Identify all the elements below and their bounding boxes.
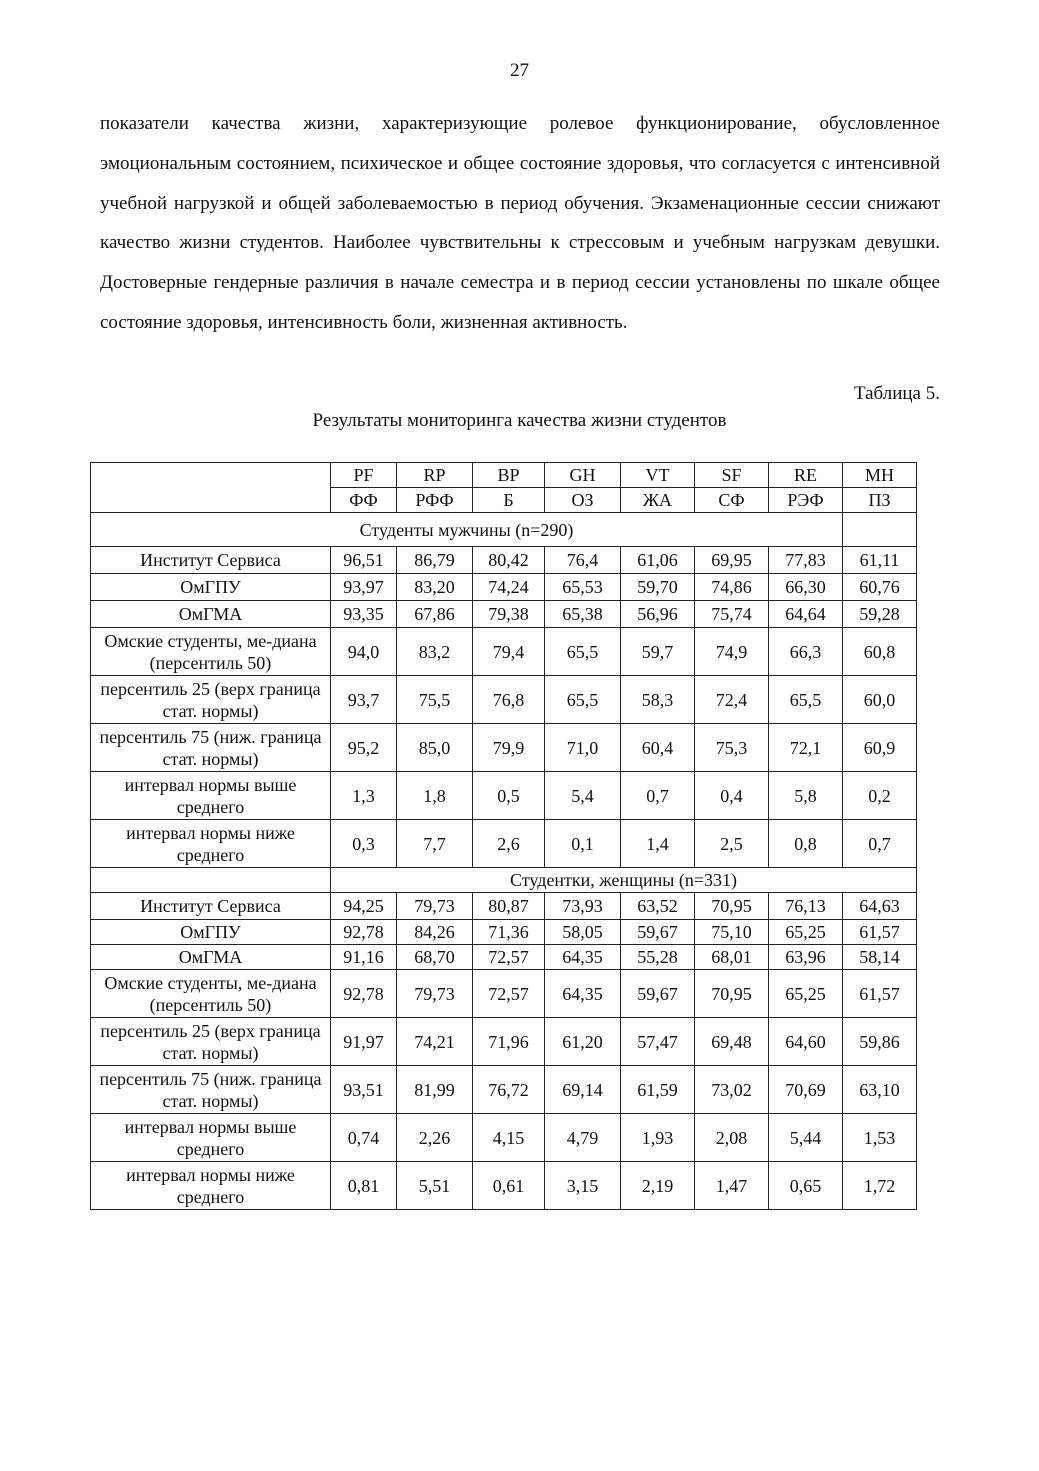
header-cell: GH xyxy=(545,463,621,488)
value-cell: 55,28 xyxy=(621,945,695,970)
value-cell: 0,5 xyxy=(473,772,545,820)
table-row xyxy=(91,970,917,1018)
table-row xyxy=(91,893,917,920)
value-cell: 92,78 xyxy=(331,970,397,1018)
header-cell: MH xyxy=(843,463,917,488)
header-cell: RE xyxy=(769,463,843,488)
value-cell: 65,38 xyxy=(545,601,621,628)
table-row xyxy=(91,601,917,628)
value-cell: 0,4 xyxy=(695,772,769,820)
value-cell: 1,93 xyxy=(621,1114,695,1162)
value-cell: 64,60 xyxy=(769,1018,843,1066)
value-cell: 64,35 xyxy=(545,945,621,970)
value-cell: 59,67 xyxy=(621,970,695,1018)
value-cell: 1,3 xyxy=(331,772,397,820)
value-cell: 72,1 xyxy=(769,724,843,772)
value-cell: 65,25 xyxy=(769,920,843,945)
header-cell: РЭФ xyxy=(769,488,843,513)
value-cell: 61,59 xyxy=(621,1066,695,1114)
male-rows xyxy=(91,547,917,868)
value-cell: 93,97 xyxy=(331,574,397,601)
header-cell: SF xyxy=(695,463,769,488)
value-cell: 1,4 xyxy=(621,820,695,868)
table-row xyxy=(91,1018,917,1066)
value-cell: 4,15 xyxy=(473,1114,545,1162)
value-cell: 2,5 xyxy=(695,820,769,868)
section-title-female: Студентки, женщины (n=331) xyxy=(331,868,917,893)
header-cell: RP xyxy=(397,463,473,488)
value-cell: 66,30 xyxy=(769,574,843,601)
value-cell: 92,78 xyxy=(331,920,397,945)
value-cell: 0,1 xyxy=(545,820,621,868)
value-cell: 0,7 xyxy=(621,772,695,820)
results-table xyxy=(90,462,917,1210)
row-label: Омские студенты, ме-диана (персентиль 50) xyxy=(91,970,331,1018)
value-cell: 69,48 xyxy=(695,1018,769,1066)
value-cell: 2,08 xyxy=(695,1114,769,1162)
value-cell: 95,2 xyxy=(331,724,397,772)
value-cell: 60,76 xyxy=(843,574,917,601)
value-cell: 71,96 xyxy=(473,1018,545,1066)
value-cell: 91,16 xyxy=(331,945,397,970)
row-label: персентиль 25 (верх граница стат. нормы) xyxy=(91,676,331,724)
section-empty-cell xyxy=(843,513,917,547)
value-cell: 58,05 xyxy=(545,920,621,945)
row-label: интервал нормы ниже среднего xyxy=(91,1162,331,1210)
value-cell: 72,57 xyxy=(473,945,545,970)
value-cell: 65,25 xyxy=(769,970,843,1018)
table-row xyxy=(91,676,917,724)
value-cell: 76,72 xyxy=(473,1066,545,1114)
value-cell: 74,21 xyxy=(397,1018,473,1066)
value-cell: 1,8 xyxy=(397,772,473,820)
value-cell: 72,57 xyxy=(473,970,545,1018)
value-cell: 94,0 xyxy=(331,628,397,676)
value-cell: 59,86 xyxy=(843,1018,917,1066)
female-rows xyxy=(91,893,917,1210)
value-cell: 61,57 xyxy=(843,970,917,1018)
header-cell: СФ xyxy=(695,488,769,513)
value-cell: 58,14 xyxy=(843,945,917,970)
value-cell: 1,53 xyxy=(843,1114,917,1162)
value-cell: 70,95 xyxy=(695,893,769,920)
header-cell: Б xyxy=(473,488,545,513)
value-cell: 70,95 xyxy=(695,970,769,1018)
value-cell: 73,02 xyxy=(695,1066,769,1114)
row-label: Институт Сервиса xyxy=(91,547,331,574)
value-cell: 5,44 xyxy=(769,1114,843,1162)
row-label: интервал нормы выше среднего xyxy=(91,1114,331,1162)
value-cell: 0,2 xyxy=(843,772,917,820)
value-cell: 7,7 xyxy=(397,820,473,868)
value-cell: 59,7 xyxy=(621,628,695,676)
value-cell: 72,4 xyxy=(695,676,769,724)
header-cell: PF xyxy=(331,463,397,488)
row-label: персентиль 25 (верх граница стат. нормы) xyxy=(91,1018,331,1066)
value-cell: 63,96 xyxy=(769,945,843,970)
value-cell: 60,4 xyxy=(621,724,695,772)
value-cell: 5,8 xyxy=(769,772,843,820)
value-cell: 5,51 xyxy=(397,1162,473,1210)
value-cell: 64,64 xyxy=(769,601,843,628)
value-cell: 86,79 xyxy=(397,547,473,574)
header-cell: BP xyxy=(473,463,545,488)
table-row xyxy=(91,628,917,676)
value-cell: 2,19 xyxy=(621,1162,695,1210)
row-label: ОмГПУ xyxy=(91,574,331,601)
value-cell: 59,28 xyxy=(843,601,917,628)
value-cell: 71,36 xyxy=(473,920,545,945)
value-cell: 79,73 xyxy=(397,970,473,1018)
value-cell: 60,9 xyxy=(843,724,917,772)
header-cell: ЖА xyxy=(621,488,695,513)
table-row xyxy=(91,1162,917,1210)
header-cell: ФФ xyxy=(331,488,397,513)
header-empty-cell xyxy=(91,463,331,513)
value-cell: 91,97 xyxy=(331,1018,397,1066)
table-row xyxy=(91,1066,917,1114)
value-cell: 0,8 xyxy=(769,820,843,868)
header-cell: ПЗ xyxy=(843,488,917,513)
value-cell: 5,4 xyxy=(545,772,621,820)
value-cell: 61,57 xyxy=(843,920,917,945)
value-cell: 63,52 xyxy=(621,893,695,920)
value-cell: 93,35 xyxy=(331,601,397,628)
value-cell: 81,99 xyxy=(397,1066,473,1114)
value-cell: 70,69 xyxy=(769,1066,843,1114)
value-cell: 68,70 xyxy=(397,945,473,970)
value-cell: 61,06 xyxy=(621,547,695,574)
value-cell: 56,96 xyxy=(621,601,695,628)
page-number: 27 xyxy=(510,60,529,81)
value-cell: 79,73 xyxy=(397,893,473,920)
value-cell: 74,86 xyxy=(695,574,769,601)
table-row xyxy=(91,724,917,772)
value-cell: 0,3 xyxy=(331,820,397,868)
table-row xyxy=(91,772,917,820)
table-row xyxy=(91,574,917,601)
value-cell: 75,10 xyxy=(695,920,769,945)
value-cell: 60,0 xyxy=(843,676,917,724)
value-cell: 69,14 xyxy=(545,1066,621,1114)
row-label: ОмГПУ xyxy=(91,920,331,945)
value-cell: 65,53 xyxy=(545,574,621,601)
row-label: персентиль 75 (ниж. граница стат. нормы) xyxy=(91,1066,331,1114)
value-cell: 68,01 xyxy=(695,945,769,970)
row-label: ОмГМА xyxy=(91,601,331,628)
value-cell: 0,61 xyxy=(473,1162,545,1210)
row-label: персентиль 75 (ниж. граница стат. нормы) xyxy=(91,724,331,772)
header-cell: VT xyxy=(621,463,695,488)
value-cell: 63,10 xyxy=(843,1066,917,1114)
value-cell: 83,20 xyxy=(397,574,473,601)
value-cell: 93,51 xyxy=(331,1066,397,1114)
table-title: Результаты мониторинга качества жизни студентов xyxy=(312,410,727,431)
value-cell: 80,87 xyxy=(473,893,545,920)
value-cell: 67,86 xyxy=(397,601,473,628)
section-row-male xyxy=(91,513,917,547)
value-cell: 76,13 xyxy=(769,893,843,920)
value-cell: 76,4 xyxy=(545,547,621,574)
value-cell: 96,51 xyxy=(331,547,397,574)
value-cell: 65,5 xyxy=(545,628,621,676)
value-cell: 66,3 xyxy=(769,628,843,676)
header-row-en xyxy=(91,463,917,488)
section-row-female xyxy=(91,868,917,893)
value-cell: 1,47 xyxy=(695,1162,769,1210)
value-cell: 2,26 xyxy=(397,1114,473,1162)
value-cell: 3,15 xyxy=(545,1162,621,1210)
value-cell: 73,93 xyxy=(545,893,621,920)
value-cell: 93,7 xyxy=(331,676,397,724)
table-row xyxy=(91,1114,917,1162)
value-cell: 74,9 xyxy=(695,628,769,676)
value-cell: 84,26 xyxy=(397,920,473,945)
value-cell: 0,74 xyxy=(331,1114,397,1162)
value-cell: 75,5 xyxy=(397,676,473,724)
value-cell: 80,42 xyxy=(473,547,545,574)
value-cell: 74,24 xyxy=(473,574,545,601)
value-cell: 69,95 xyxy=(695,547,769,574)
value-cell: 0,65 xyxy=(769,1162,843,1210)
value-cell: 75,3 xyxy=(695,724,769,772)
value-cell: 58,3 xyxy=(621,676,695,724)
table-row xyxy=(91,945,917,970)
body-paragraph: показатели качества жизни, характеризующие ролевое функционирование, обусловленное эмоциональным состоянием, психическое и общее состояние здоровья, что согласуется с интенсивной учебной нагрузкой и общей заболеваемостью в период обучения. Экзаменационные сессии снижают качество жизни студентов. Наиболее чувствительны к стрессовым и учебным нагрузкам девушки. Достоверные гендерные различия в начале семестра и в период сессии установлены по шкале общее состояние здоровья, интенсивность боли, жизненная активность. xyxy=(100,113,940,333)
table-row xyxy=(91,920,917,945)
value-cell: 59,70 xyxy=(621,574,695,601)
value-cell: 59,67 xyxy=(621,920,695,945)
value-cell: 2,6 xyxy=(473,820,545,868)
row-label: интервал нормы выше среднего xyxy=(91,772,331,820)
table-row xyxy=(91,547,917,574)
section-empty-cell xyxy=(91,868,331,893)
section-title-male: Студенты мужчины (n=290) xyxy=(91,513,843,547)
value-cell: 83,2 xyxy=(397,628,473,676)
header-cell: РФФ xyxy=(397,488,473,513)
row-label: Омские студенты, ме-диана (персентиль 50) xyxy=(91,628,331,676)
value-cell: 64,35 xyxy=(545,970,621,1018)
value-cell: 94,25 xyxy=(331,893,397,920)
row-label: интервал нормы ниже среднего xyxy=(91,820,331,868)
value-cell: 0,81 xyxy=(331,1162,397,1210)
value-cell: 61,20 xyxy=(545,1018,621,1066)
value-cell: 64,63 xyxy=(843,893,917,920)
value-cell: 79,9 xyxy=(473,724,545,772)
value-cell: 4,79 xyxy=(545,1114,621,1162)
table-label: Таблица 5. xyxy=(853,383,940,404)
value-cell: 1,72 xyxy=(843,1162,917,1210)
value-cell: 0,7 xyxy=(843,820,917,868)
value-cell: 79,38 xyxy=(473,601,545,628)
row-label: Институт Сервиса xyxy=(91,893,331,920)
value-cell: 85,0 xyxy=(397,724,473,772)
value-cell: 79,4 xyxy=(473,628,545,676)
value-cell: 61,11 xyxy=(843,547,917,574)
value-cell: 71,0 xyxy=(545,724,621,772)
row-label: ОмГМА xyxy=(91,945,331,970)
value-cell: 57,47 xyxy=(621,1018,695,1066)
table-row xyxy=(91,820,917,868)
value-cell: 65,5 xyxy=(769,676,843,724)
value-cell: 76,8 xyxy=(473,676,545,724)
value-cell: 77,83 xyxy=(769,547,843,574)
value-cell: 65,5 xyxy=(545,676,621,724)
value-cell: 60,8 xyxy=(843,628,917,676)
value-cell: 75,74 xyxy=(695,601,769,628)
header-cell: ОЗ xyxy=(545,488,621,513)
